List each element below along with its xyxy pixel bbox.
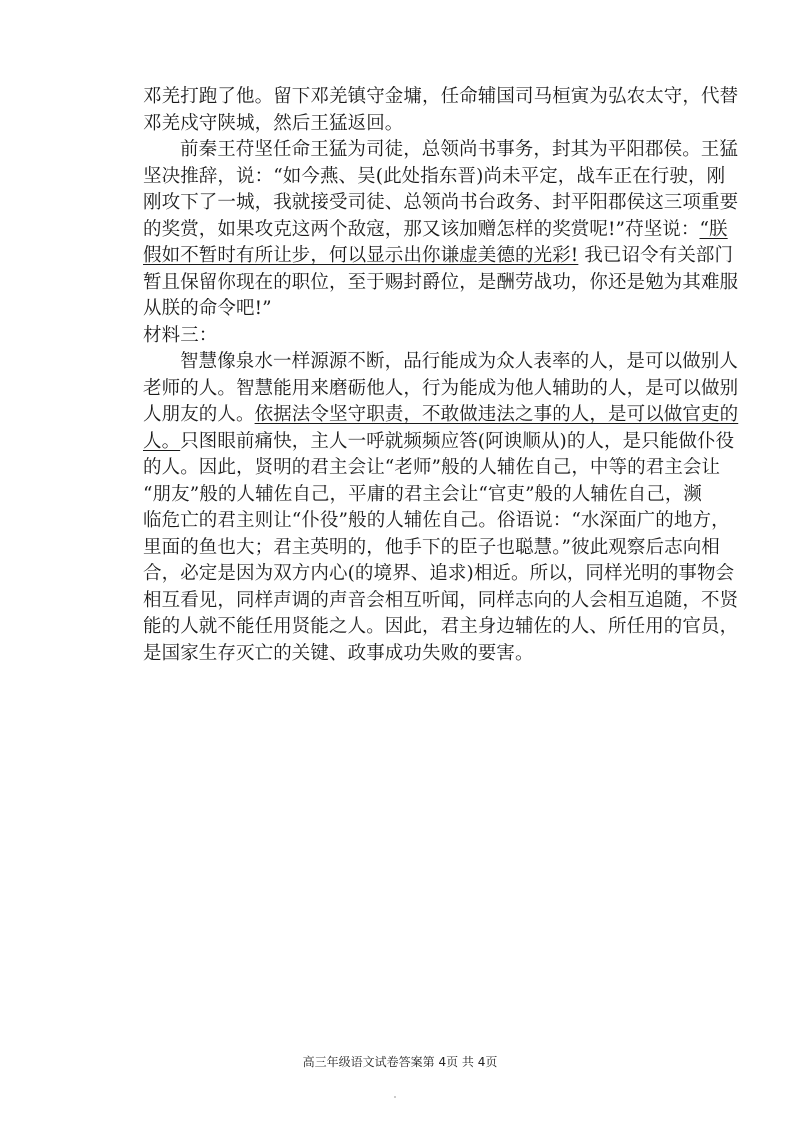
text-segment: 前秦王苻坚任命王猛为司徒，总领尚书事务，封其为平阳郡侯。王猛 <box>180 139 739 160</box>
text-segment: 是国家生存灭亡的关键、政事成功失败的要害。 <box>143 642 534 664</box>
text-segment: 刚攻下了一城，我就接受司徒、总领尚书台政务、封平阳郡侯这三项重要 <box>143 192 739 213</box>
text-line <box>143 641 673 668</box>
text-line <box>143 482 703 509</box>
text-segment: 的奖赏，如果攻克这两个敌寇，那又该加赠怎样的奖赏呢!”苻坚说： <box>143 218 700 240</box>
text-line <box>143 429 735 456</box>
underlined-text: 人。 <box>143 430 181 452</box>
text-segment: 老师的人。智慧能用来磨砺他人，行为能成为他人辅助的人，是可以做别 <box>143 377 739 399</box>
text-line <box>143 137 739 164</box>
text-line <box>143 402 739 429</box>
text-line <box>143 376 739 403</box>
text-segment: 我已诏令有关部门 <box>578 245 734 266</box>
text-segment: 能的人就不能任用贤能之人。因此，君主身边辅佐的人、所任用的官员， <box>143 616 739 637</box>
text-line <box>143 217 728 244</box>
underlined-text: “朕 <box>699 218 728 240</box>
text-line <box>143 323 673 350</box>
text-segment: 暂且保留你现在的职位，至于赐封爵位，是酬劳战功，你还是勉为其难服 <box>143 271 739 293</box>
text-segment: “朋友”般的人辅佐自己，平庸的君主会让“官吏”般的人辅佐自己，濒 <box>143 483 703 505</box>
text-segment: 从朕的命令吧!” <box>143 298 272 319</box>
text-line <box>143 164 726 191</box>
scan-speck <box>394 1096 396 1098</box>
text-line <box>143 84 739 111</box>
text-line <box>143 535 720 562</box>
text-line <box>143 111 673 138</box>
text-line <box>143 614 739 641</box>
text-segment: 坚决推辞，说：“如今燕、吴(此处指东晋)尚未平定，战车正在行驶，刚 <box>143 165 726 187</box>
text-segment: 临危亡的君主则让“仆役”般的人辅佐自己。俗语说：“水深面广的地方， <box>143 510 730 531</box>
text-line <box>143 588 739 615</box>
text-segment: 智慧像泉水一样源源不断，品行能成为众人表率的人，是可以做别人 <box>180 351 739 372</box>
text-line <box>143 508 730 535</box>
text-segment: 邓羌打跑了他。留下邓羌镇守金墉，任命辅国司马桓寅为弘农太守，代替 <box>143 86 739 107</box>
text-line <box>143 270 739 297</box>
page-footer: 高三年级语文试卷答案第 4页 共 4页 <box>302 1055 498 1069</box>
underlined-text: 依据法令坚守职责，不敢做违法之事的人，是可以做官吏的 <box>254 404 739 425</box>
text-segment: 只图眼前痛快，主人一呼就频频应答(阿谀顺从)的人，是只能做仆役 <box>180 430 735 452</box>
text-line <box>143 561 735 588</box>
text-line <box>143 243 734 270</box>
underlined-text: 假如不暂时有所让步，何以显示出你谦虚美德的光彩! <box>143 245 579 266</box>
text-segment: 里面的鱼也大；君主英明的，他手下的臣子也聪慧。”彼此观察后志向相 <box>143 536 720 558</box>
text-line <box>143 190 739 217</box>
text-line <box>143 296 673 323</box>
text-segment: 合，必定是因为双方内心(的境界、追求)相近。所以，同样光明的事物会 <box>143 563 735 584</box>
text-segment: 人朋友的人。 <box>143 404 255 425</box>
text-segment: 邓羌戍守陕城，然后王猛返回。 <box>143 112 404 134</box>
text-segment: 相互看见，同样声调的声音会相互听闻，同样志向的人会相互追随，不贤 <box>143 589 739 611</box>
text-line <box>143 349 739 376</box>
text-segment: 的人。因此，贤明的君主会让“老师”般的人辅佐自己，中等的君主会让 <box>143 457 721 478</box>
text-line <box>143 455 721 482</box>
document-body <box>143 84 739 667</box>
text-segment: 材料三： <box>143 324 218 346</box>
